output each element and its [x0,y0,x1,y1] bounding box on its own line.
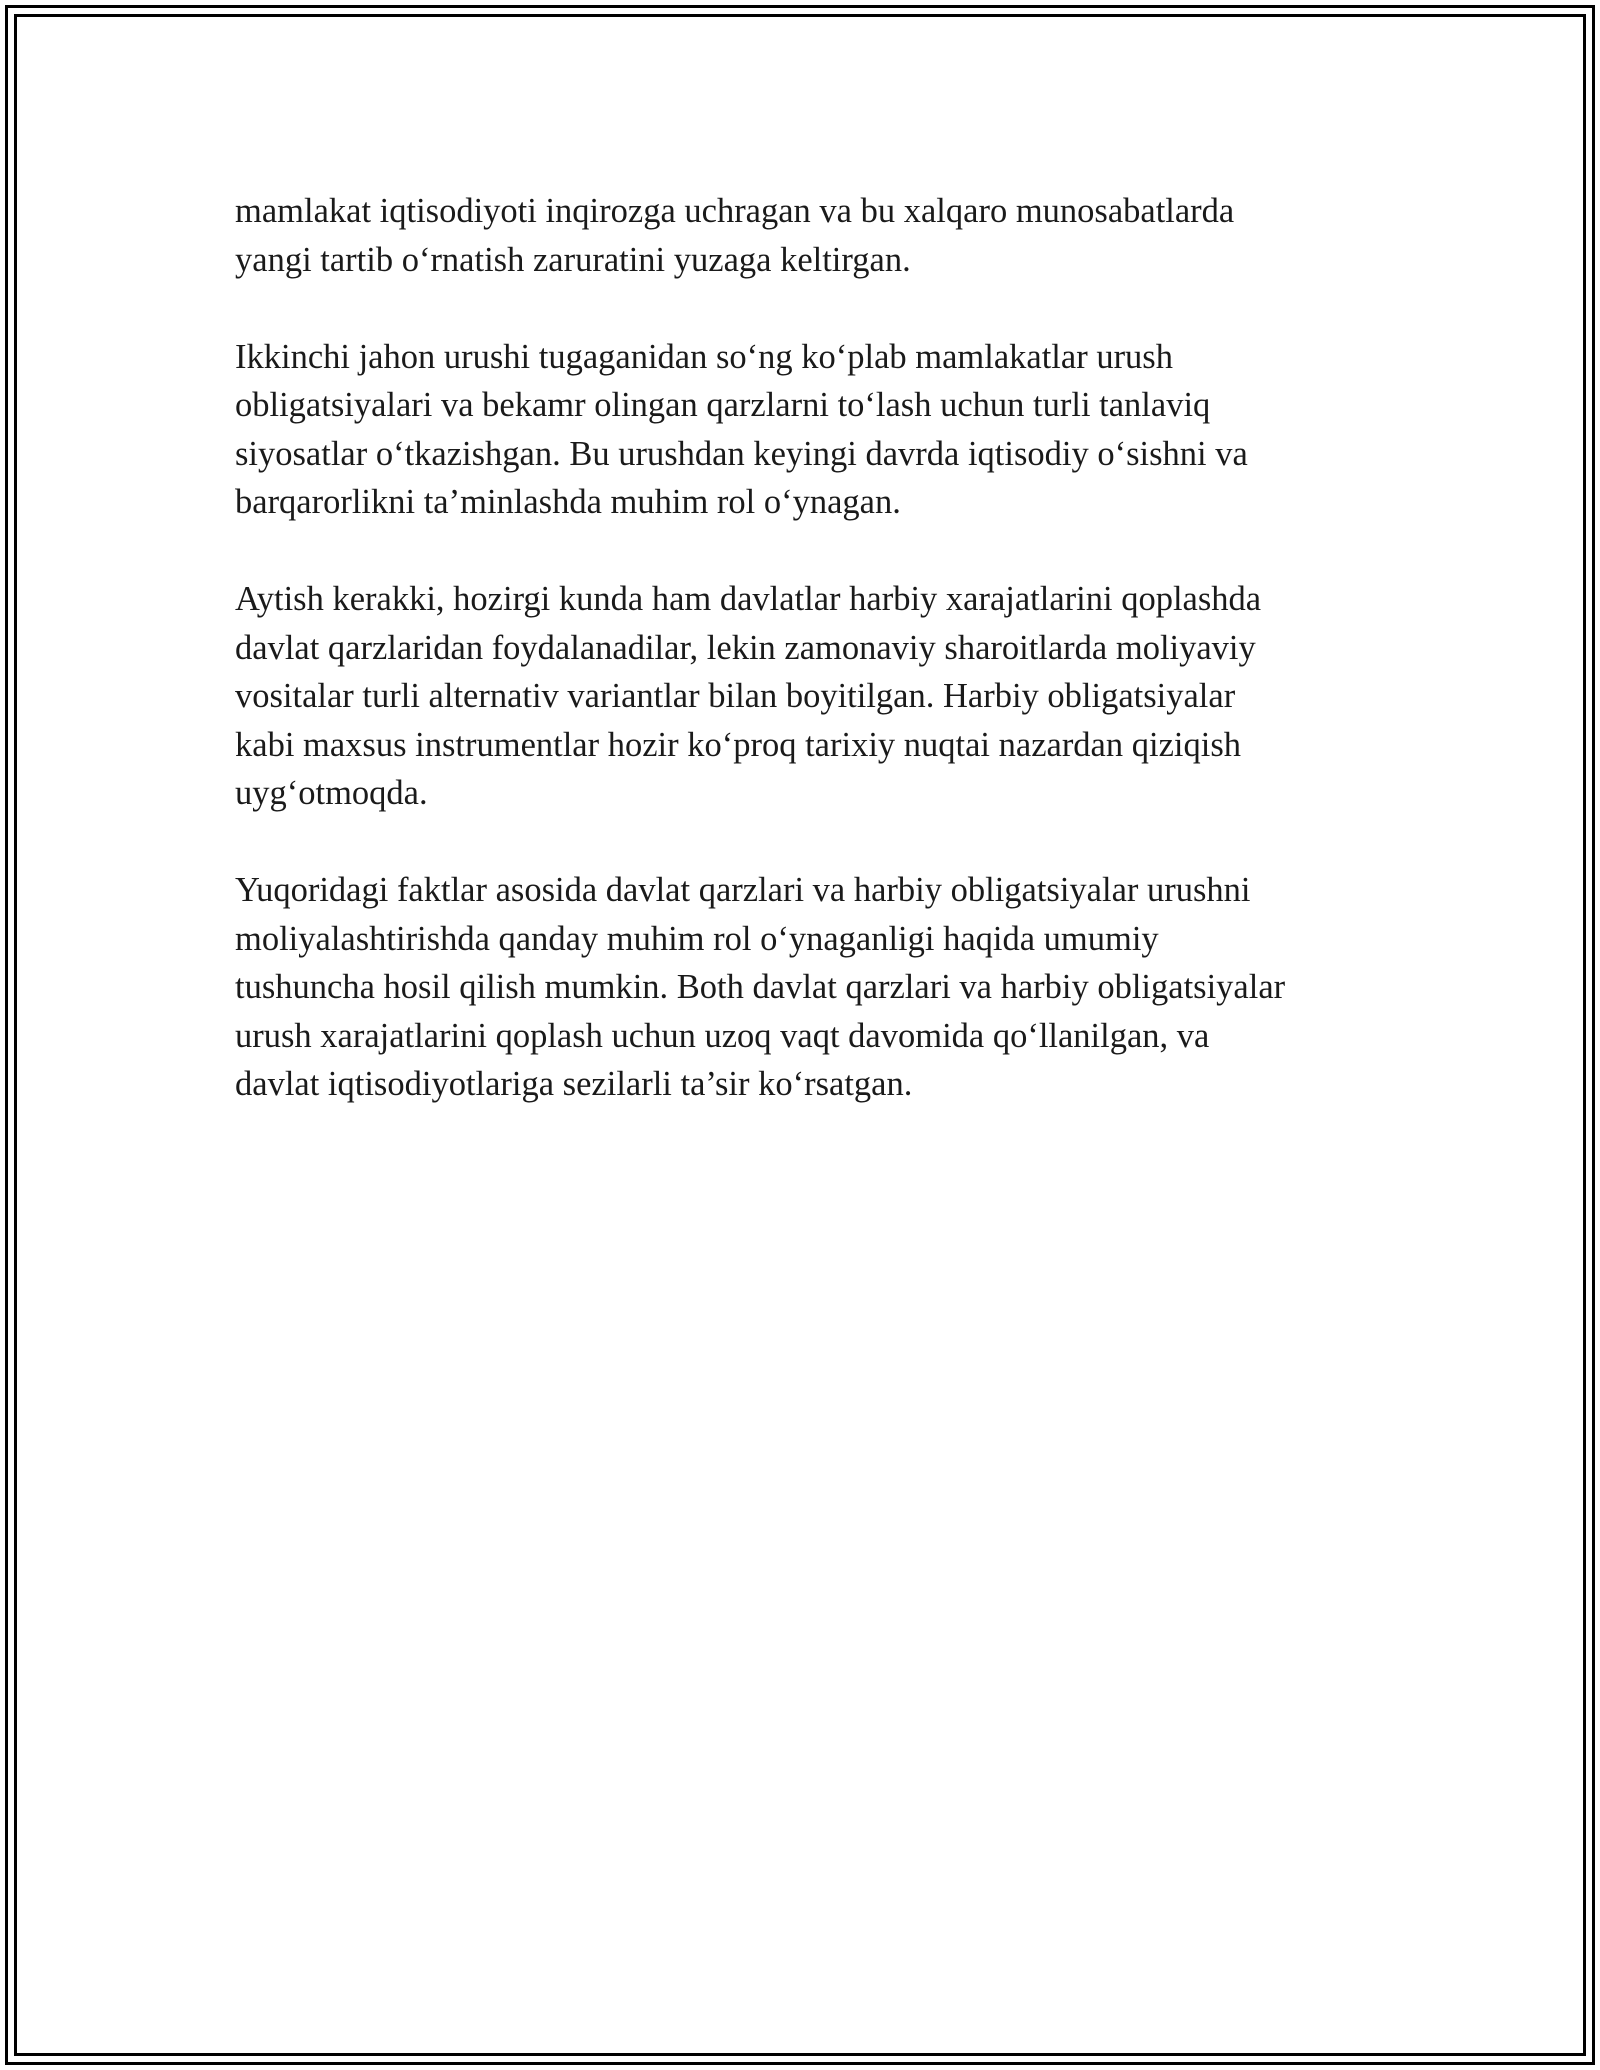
paragraph-2: Ikkinchi jahon urushi tugaganidan so‘ng ko‘plab mamlakatlar urush obligatsiyalari va bekamr olingan qarzlarni to‘lash uchun turli tanlaviq siyosatlar o‘tkazishgan. Bu urushdan keyingi davrda iqtisodiy o‘sishni va barqarorlikni ta’minlashda muhim rol o‘ynagan. [235,337,1248,521]
paragraph-4: Yuqoridagi faktlar asosida davlat qarzlari va harbiy obligatsiyalar urushni moliyalashtirishda qanday muhim rol o‘ynaganligi haqida umumiy tushuncha hosil qilish mumkin. Both davlat qarzlari va harbiy obligatsiyalar urush xarajatlarini qoplash uchun uzoq vaqt davomida qo‘llanilgan, va davlat iqtisodiyotlariga sezilarli ta’sir ko‘rsatgan. [235,871,1286,1103]
paragraph-3: Aytish kerakki, hozirgi kunda ham davlatlar harbiy xarajatlarini qoplashda davlat qarzlaridan foydalanadilar, lekin zamonaviy sharoitlarda moliyaviy vositalar turli alternativ variantlar bilan boyitilgan. Harbiy obligatsiyalar kabi maxsus instrumentlar hozir ko‘proq tarixiy nuqtai nazardan qiziqish uyg‘otmoqda. [235,580,1262,812]
document-body [235,187,1365,1157]
paragraph-1: mamlakat iqtisodiyoti inqirozga uchragan va bu xalqaro munosabatlarda yangi tartib o‘rnatish zaruratini yuzaga keltirgan. [235,192,1235,279]
